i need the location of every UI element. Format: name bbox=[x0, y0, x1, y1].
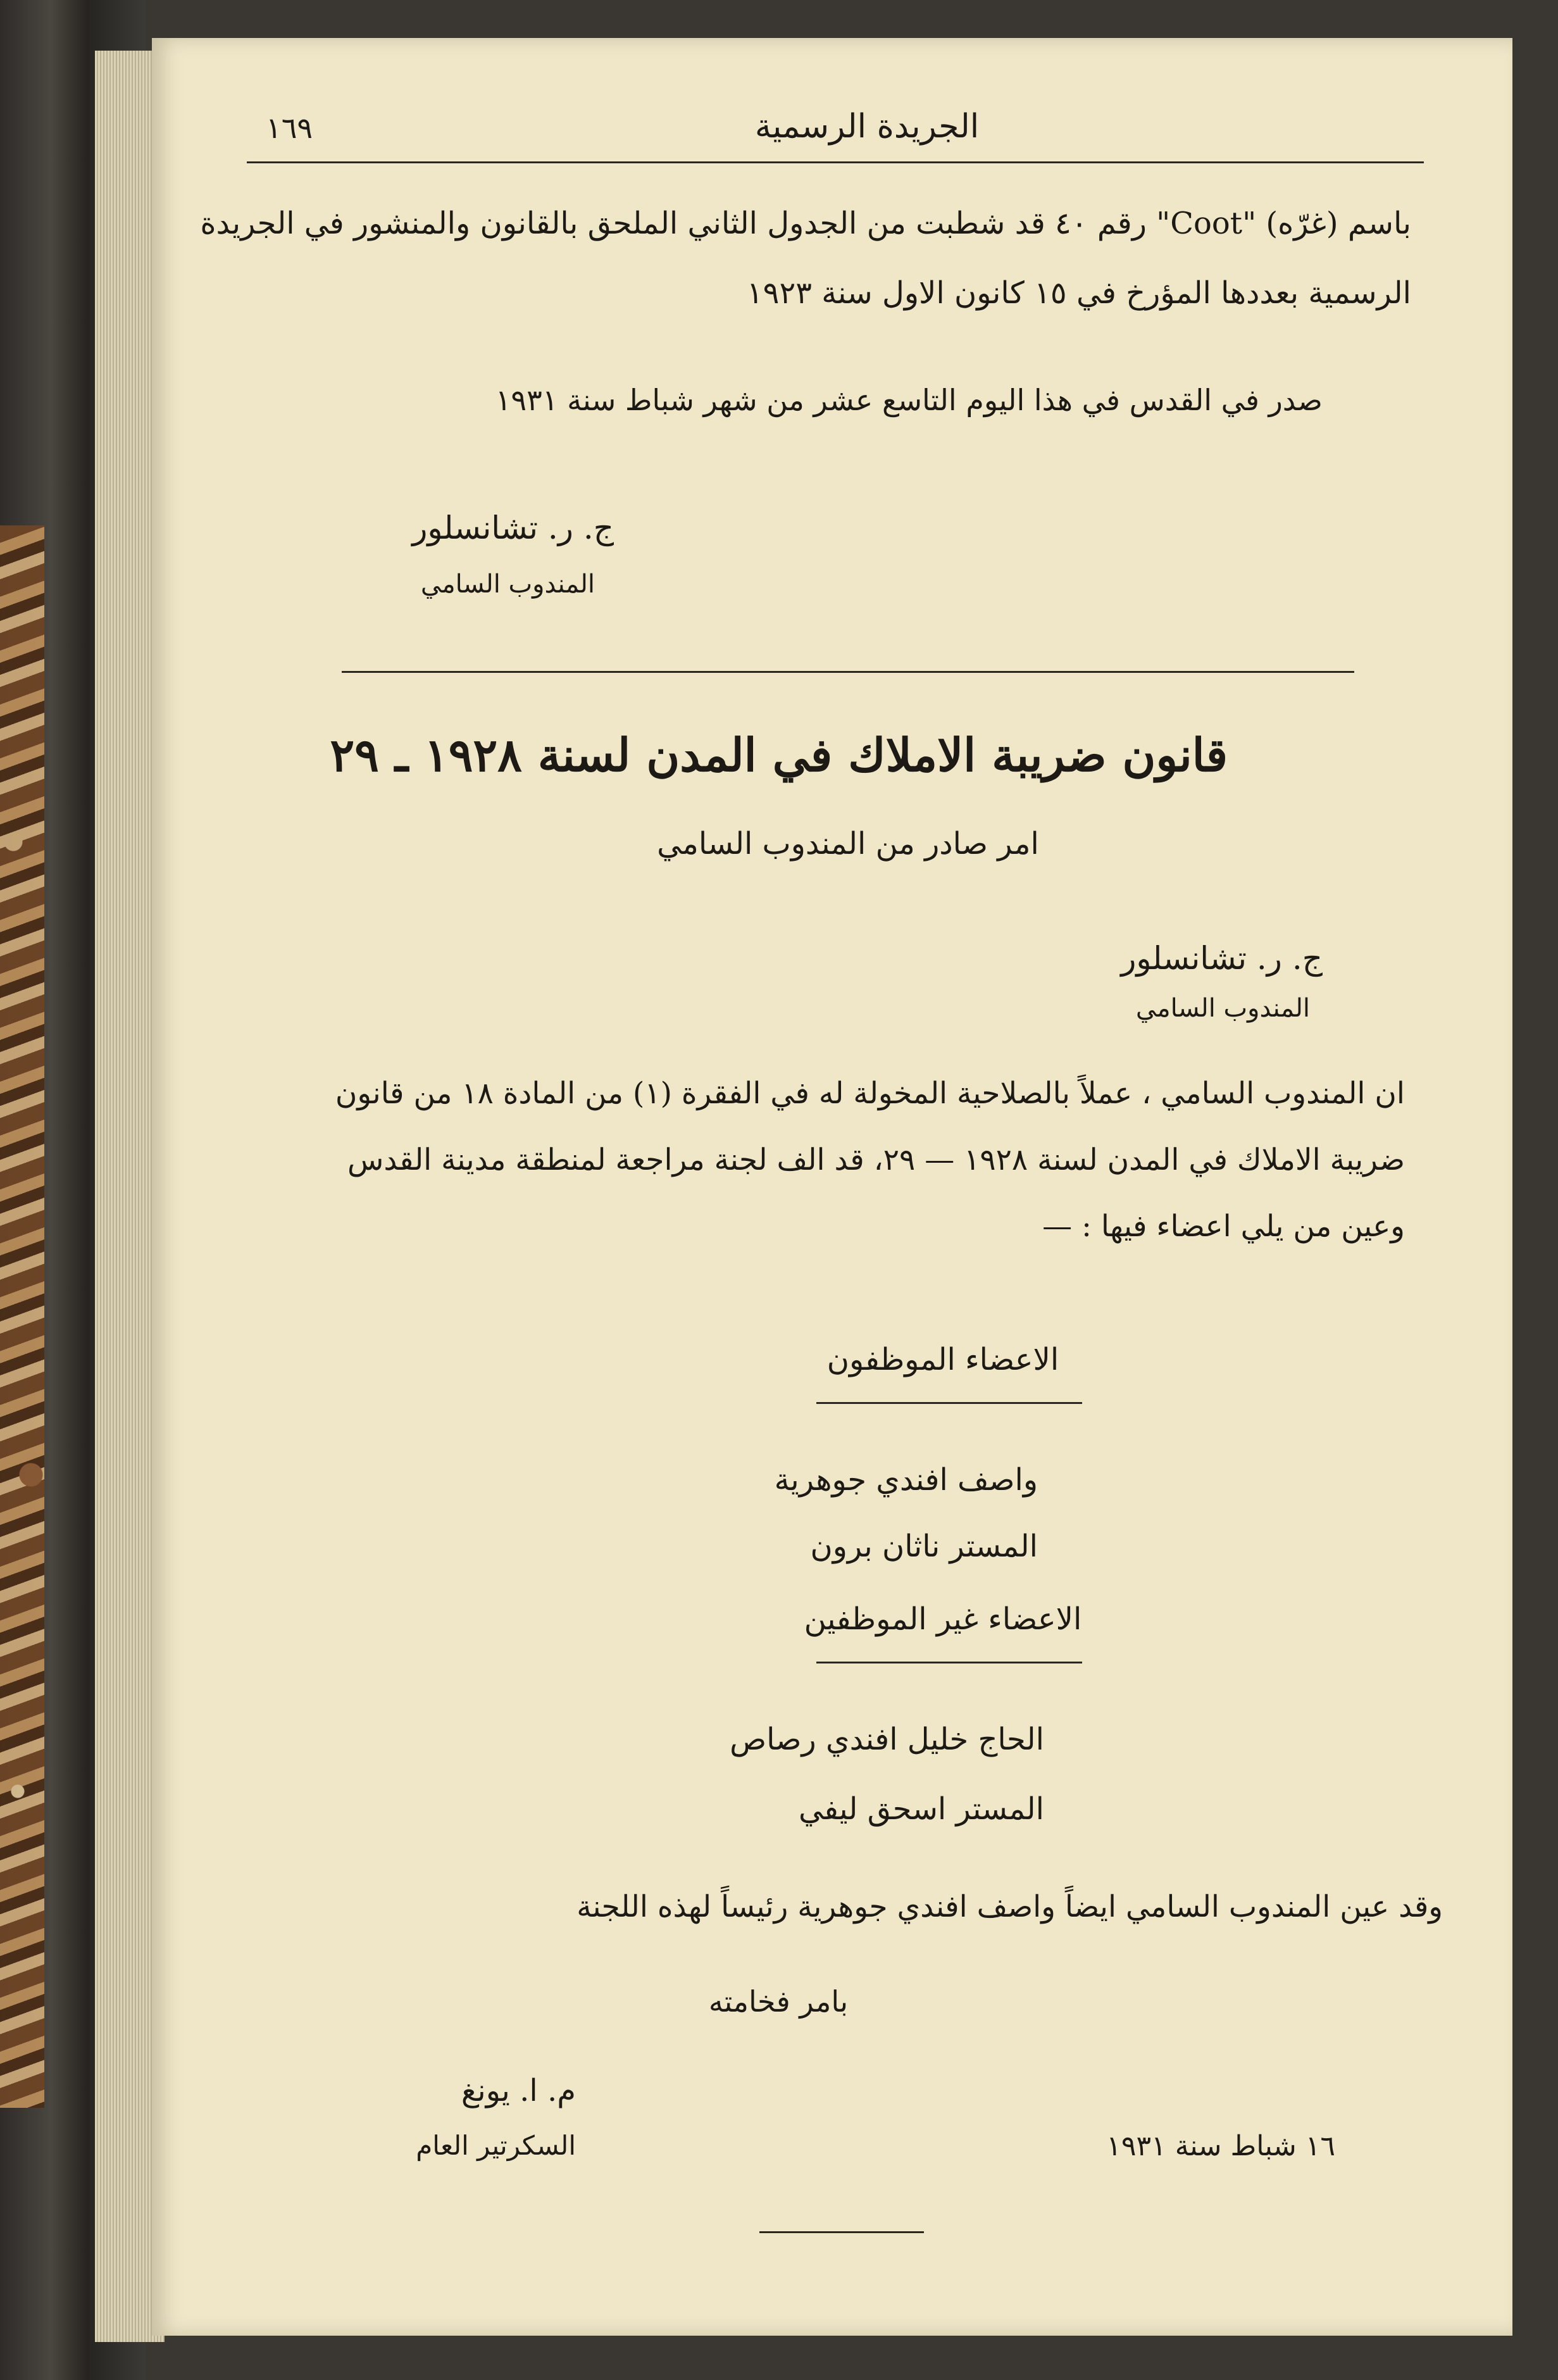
notice-line-2: الرسمية بعددها المؤرخ في ١٥ كانون الاول سنة ١٩٢٣ bbox=[746, 275, 1411, 311]
marbled-cover-edge bbox=[0, 525, 44, 2108]
law-body-line-3: وعين من يلي اعضاء فيها : — bbox=[1042, 1209, 1405, 1244]
unofficial-members-heading: الاعضاء غير الموظفين bbox=[804, 1601, 1082, 1637]
law-signatory-name: ج. ر. تشانسلور bbox=[1121, 940, 1323, 977]
official-member-1: واصف افندي جوهرية bbox=[774, 1462, 1038, 1498]
official-heading-underline bbox=[816, 1402, 1082, 1404]
unofficial-heading-underline bbox=[816, 1662, 1082, 1663]
section-divider bbox=[342, 671, 1354, 673]
page-number: ١٦٩ bbox=[266, 111, 313, 145]
law-subtitle: امر صادر من المندوب السامي bbox=[657, 826, 1039, 861]
chairman-appointment: وقد عين المندوب السامي ايضاً واصف افندي جوهرية رئيساً لهذه اللجنة bbox=[576, 1889, 1443, 1924]
official-members-heading: الاعضاء الموظفون bbox=[826, 1342, 1059, 1377]
by-order: بامر فخامته bbox=[708, 1984, 849, 2019]
order-date: ١٦ شباط سنة ١٩٣١ bbox=[1106, 2130, 1335, 2162]
law-title: قانون ضريبة الاملاك في المدن لسنة ١٩٢٨ ـ ٢٩ bbox=[330, 728, 1228, 782]
notice-signatory-title: المندوب السامي bbox=[420, 570, 595, 599]
unofficial-member-1: الحاج خليل افندي رصاص bbox=[730, 1722, 1044, 1757]
law-body-line-2: ضريبة الاملاك في المدن لسنة ١٩٢٨ — ٢٩، قد الف لجنة مراجعة لمنطقة مدينة القدس bbox=[347, 1143, 1405, 1177]
gazette-title: الجريدة الرسمية bbox=[754, 108, 980, 146]
notice-line-1: باسم (غرّه) "Coot" رقم ٤٠ قد شطبت من الجدول الثاني الملحق بالقانون والمنشور في الجريدة bbox=[200, 206, 1411, 241]
unofficial-member-2: المستر اسحق ليفي bbox=[799, 1791, 1044, 1827]
header-rule bbox=[247, 161, 1424, 163]
footer-rule bbox=[759, 2231, 924, 2233]
law-body-line-1: ان المندوب السامي ، عملاً بالصلاحية المخولة له في الفقرة (١) من المادة ١٨ من قانون bbox=[335, 1076, 1405, 1111]
law-signatory-title: المندوب السامي bbox=[1135, 994, 1310, 1023]
official-member-2: المستر ناثان برون bbox=[810, 1529, 1038, 1564]
gazette-page bbox=[152, 38, 1512, 2336]
secretary-title: السكرتير العام bbox=[416, 2130, 576, 2161]
notice-signatory-name: ج. ر. تشانسلور bbox=[412, 510, 614, 546]
secretary-name: م. ا. يونغ bbox=[461, 2073, 576, 2108]
notice-issued: صدر في القدس في هذا اليوم التاسع عشر من شهر شباط سنة ١٩٣١ bbox=[495, 383, 1323, 417]
